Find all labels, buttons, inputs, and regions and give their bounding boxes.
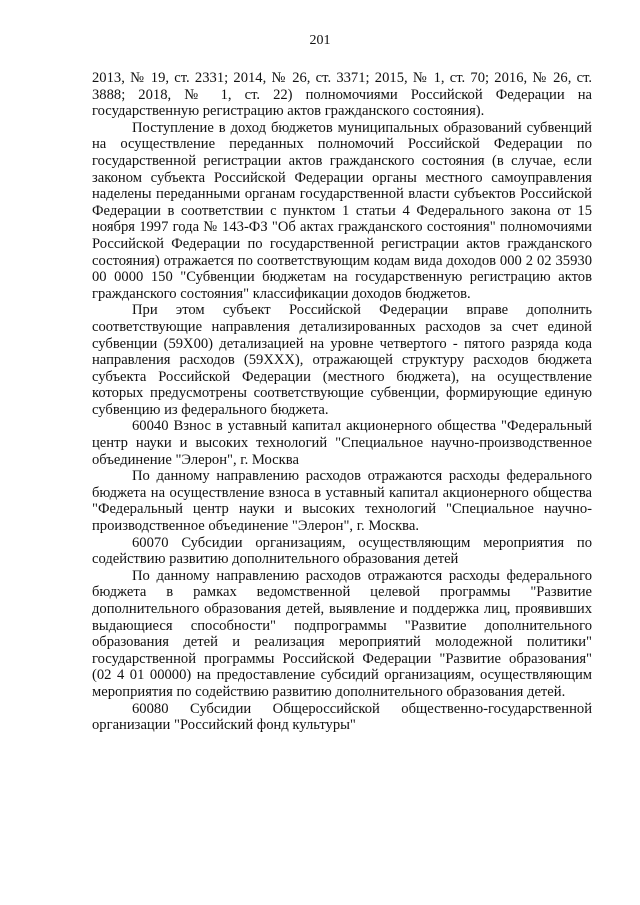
- paragraph-continuation: 2013, № 19, ст. 2331; 2014, № 26, ст. 3371; 2015, № 1, ст. 70; 2016, № 26, ст. 3888; 2018, № 1, ст. 22) полномочиями Российской Федерации на государственную регистрацию актов гражданского состояния).: [92, 70, 592, 120]
- paragraph-60070-description: По данному направлению расходов отражаются расходы федерального бюджета в рамках ведомственной целевой программы "Развитие дополнительного образования детей, выявление и поддержка лиц, проявивших выдающиеся способности" подпрограммы "Развитие дополнительного образования детей и реализация мероприятий молодежной политики" государственной программы Российской Федерации "Развитие образования" (02 4 01 00000) на предоставление субсидий организациям, осуществляющим мероприятия по содействию развитию дополнительного образования детей.: [92, 567, 592, 700]
- paragraph-60040-description: По данному направлению расходов отражаются расходы федерального бюджета на осуществление взноса в уставный капитал акционерного общества "Федеральный центр науки и высоких технологий "Специальное научно-производственное объединение "Элерон", г. Москва.: [92, 468, 592, 535]
- document-body: [92, 70, 592, 734]
- heading-60080: 60080 Субсидии Общероссийской общественно-государственной организации "Российский фонд культуры": [92, 700, 592, 734]
- page-number: 201: [309, 33, 331, 48]
- paragraph-subventions-receipt: Поступление в доход бюджетов муниципальных образований субвенций на осуществление переданных полномочий Российской Федерации по государственной регистрации актов гражданского состояния (в случае, если законом субъекта Российской Федерации органы местного самоуправления наделены переданными органам государственной власти субъектов Российской Федерации в соответствии с пунктом 1 статьи 4 Федерального закона от 15 ноября 1997 года № 143-ФЗ "Об актах гражданского состояния" полномочиями Российской Федерации по государственной регистрации актов гражданского состояния) отражается по соответствующим кодам вида доходов 000 2 02 35930 00 0000 150 "Субвенции бюджетам на государственную регистрацию актов гражданского состояния" классификации доходов бюджетов.: [92, 119, 592, 302]
- paragraph-subject-right: При этом субъект Российской Федерации вправе дополнить соответствующие направления детализированных расходов за счет единой субвенции (59Х00) детализацией на уровне четвертого - пятого разряда кода направления расходов (59ХХХ), отражающей структуру расходов бюджета субъекта Российской Федерации (местного бюджета), на осуществление которых предусмотрены соответствующие субвенции, формирующие единую субвенцию из федерального бюджета.: [92, 302, 592, 418]
- heading-60040: 60040 Взнос в уставный капитал акционерного общества "Федеральный центр науки и высоких технологий "Специальное научно-производственное объединение "Элерон", г. Москва: [92, 418, 592, 468]
- heading-60070: 60070 Субсидии организациям, осуществляющим мероприятия по содействию развитию дополнительного образования детей: [92, 534, 592, 568]
